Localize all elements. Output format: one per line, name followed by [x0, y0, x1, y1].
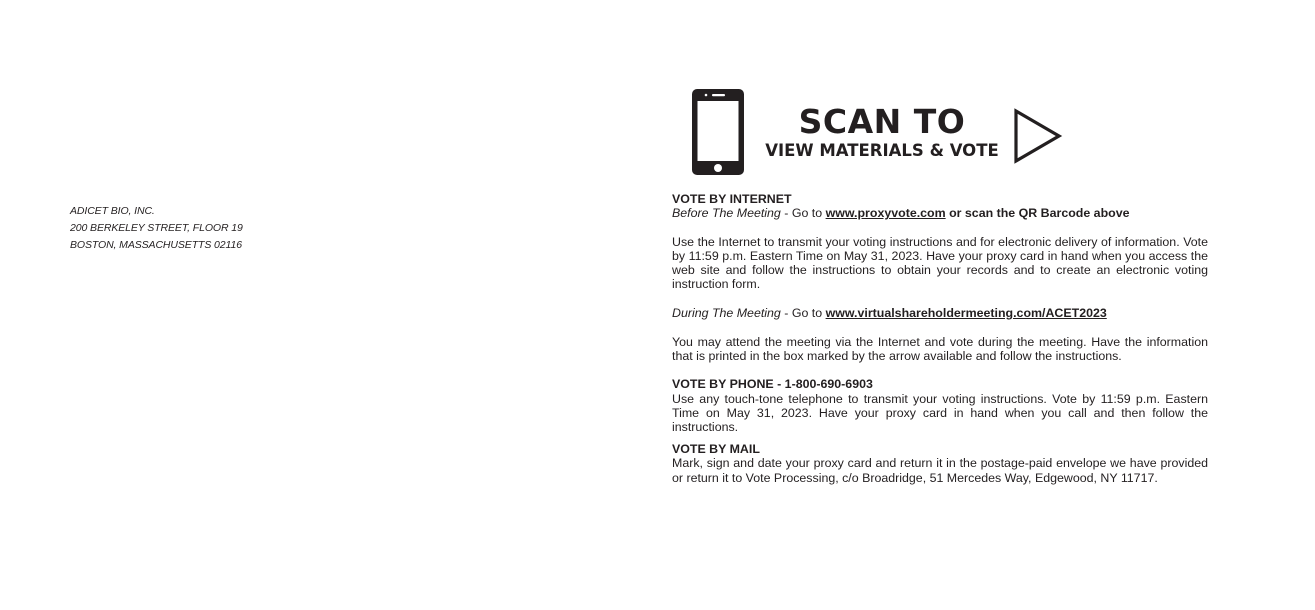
mail-heading: VOTE BY MAIL — [672, 442, 760, 457]
company-name: ADICET BIO, INC. — [70, 205, 155, 217]
during-meeting-line — [672, 306, 1208, 320]
before-goto-text: - Go to — [780, 206, 826, 221]
phone-heading: VOTE BY PHONE - 1-800-690-6903 — [672, 377, 873, 392]
voting-instructions — [672, 192, 1208, 485]
internet-body: Use the Internet to transmit your voting instructions and for electronic delivery of information. Vote by 11:59 p.m. Eastern Time on May 31, 2023. Have your proxy card in hand when you access the web site and follow the instructions to obtain your records and to create an electronic voting instruction form. — [672, 234, 1208, 292]
before-meeting-line — [672, 206, 1208, 220]
scan-subtitle: VIEW MATERIALS & VOTE — [765, 141, 999, 160]
during-meeting-label: During The Meeting — [672, 306, 781, 320]
during-meeting-body: You may attend the meeting via the Internet and vote during the meeting. Have the information that is printed in the box marked by the arrow available and follow the instructions. — [672, 334, 1208, 363]
city-state-zip: BOSTON, MASSACHUSETTS 02116 — [70, 239, 242, 251]
smartphone-icon — [692, 89, 744, 175]
before-meeting-label: Before The Meeting — [672, 206, 781, 221]
street-address: 200 BERKELEY STREET, FLOOR 19 — [70, 222, 243, 234]
internet-heading: VOTE BY INTERNET — [672, 192, 792, 206]
company-address — [70, 203, 243, 254]
virtual-meeting-link[interactable]: www.virtualshareholdermeeting.com/ACET2023 — [825, 306, 1107, 320]
during-goto-text: - Go to — [780, 306, 826, 320]
before-suffix-text: or scan the QR Barcode above — [945, 206, 1130, 221]
scan-title: SCAN TO — [798, 102, 966, 141]
play-arrow-icon — [1013, 108, 1063, 164]
proxyvote-link[interactable]: www.proxyvote.com — [825, 206, 946, 221]
mail-body: Mark, sign and date your proxy card and return it in the postage-paid envelope we have provided or return it to Vote Processing, c/o Broadridge, 51 Mercedes Way, Edgewood, NY 11717. — [672, 456, 1208, 485]
phone-body: Use any touch-tone telephone to transmit your voting instructions. Vote by 11:59 p.m. Eastern Time on May 31, 2023. Have your proxy card in hand when you call and then follow the instructions. — [672, 391, 1208, 434]
